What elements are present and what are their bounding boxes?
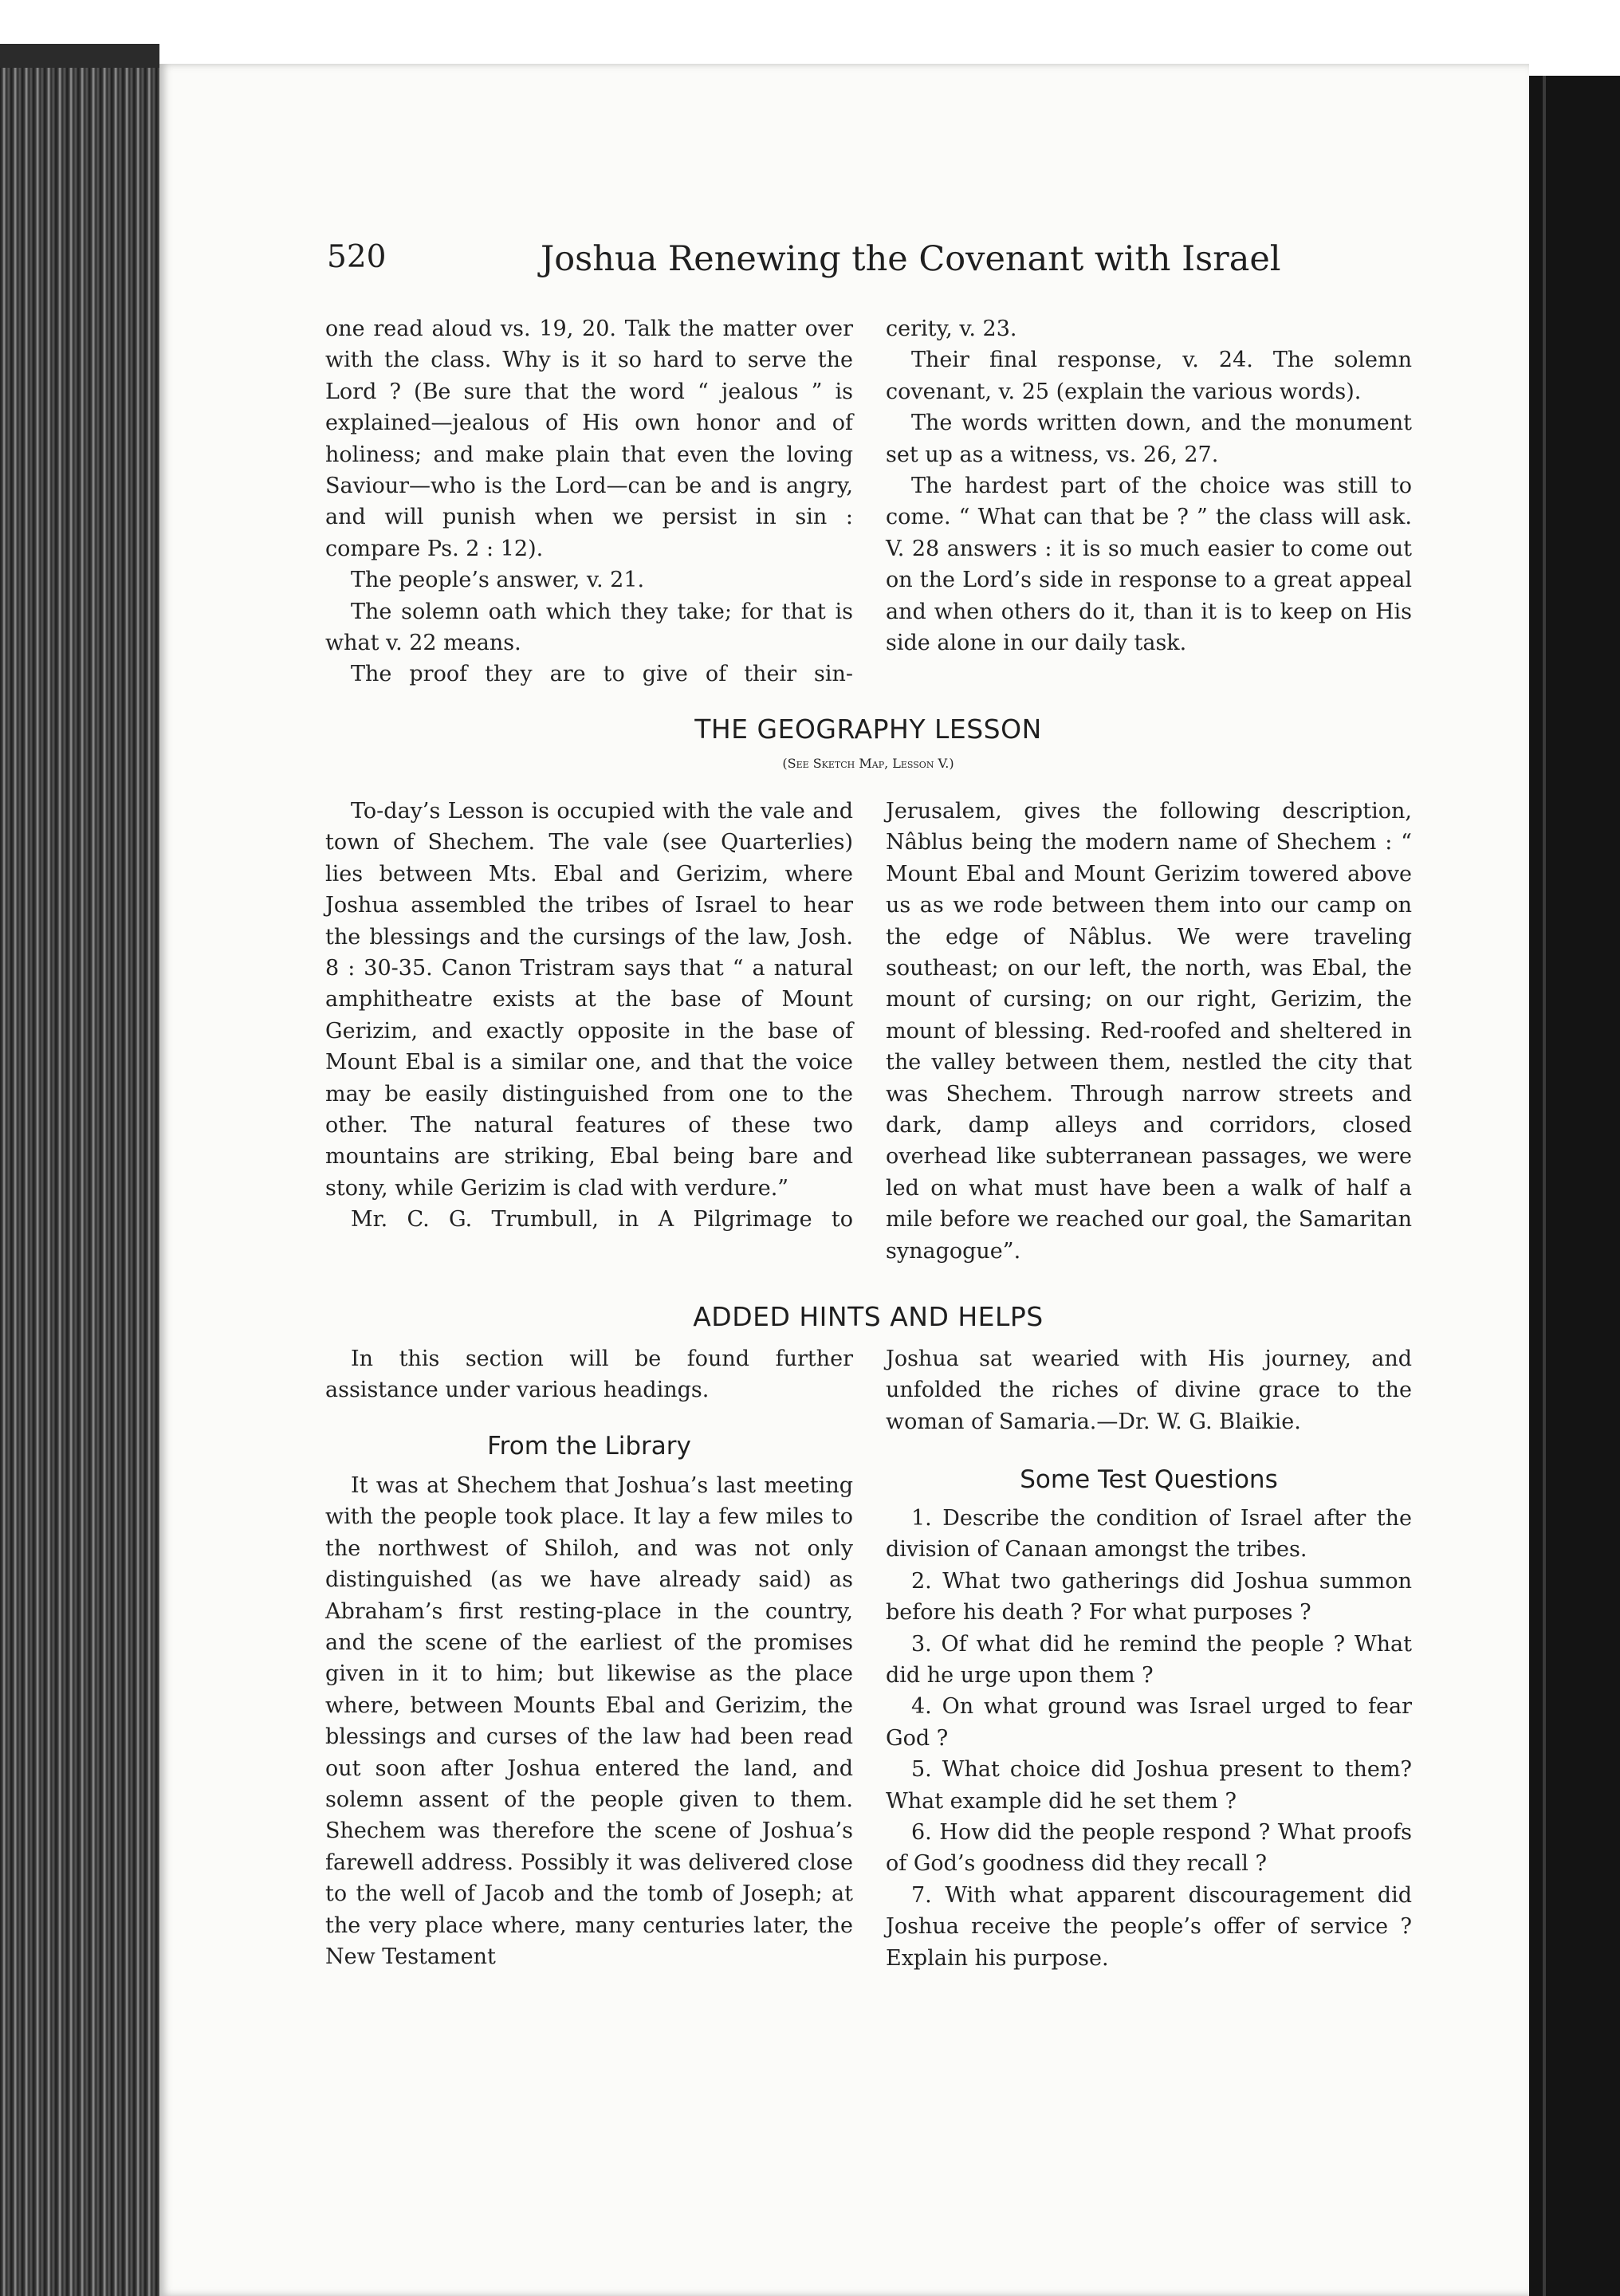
paragraph: The proof they are to give of their sin- xyxy=(351,662,853,687)
list-item: 6. How did the people respond ? What proofs of God’s goodness did they recall ? xyxy=(886,1820,1412,1877)
questions-list xyxy=(886,1503,1412,1974)
geography-subheading: (See Sketch Map, Lesson V.) xyxy=(782,756,954,771)
paragraph: The hardest part of the choice was still to come. “ What can that be ? ” the class will ask. V. 28 answers : it is so much easier to come out on the Lord’s side in response to a great appeal and when others do it, than it is to keep on His side alone in our daily task. xyxy=(886,474,1412,656)
book-page-edges-left xyxy=(0,44,159,2296)
book-facing-page-line xyxy=(1543,76,1546,2296)
paragraph: Mr. C. G. Trumbull, in A Pilgrimage to xyxy=(351,1207,853,1233)
paragraph: The solemn oath which they take; for that is what v. 22 means. xyxy=(325,599,853,656)
hints-left-column xyxy=(325,1343,853,1406)
paragraph: It was at Shechem that Joshua’s last meeting with the people took place. It lay a few miles to the northwest of Shiloh, and was not only distinguished (as we have already said) as Abraham’s first resting-place in the country, and the scene of the earliest of the promises given in it to him; but likewise as the place where, between Mounts Ebal and Gerizim, the blessings and curses of the law had been read out soon after Joshua entered the land, and solemn assent of the people given to them. Shechem was therefore the scene of Joshua’s farewell address. Possibly it was delivered close to the well of Jacob and the tomb of Joseph; at the very place where, many centuries later, the New Testament xyxy=(325,1473,853,1970)
list-item: 2. What two gatherings did Joshua summon before his death ? For what purposes ? xyxy=(886,1568,1412,1626)
paragraph: Joshua sat wearied with His journey, and unfolded the riches of divine grace to the woman of Samaria.—Dr. W. G. Blaikie. xyxy=(886,1347,1412,1434)
questions-heading: Some Test Questions xyxy=(1020,1465,1278,1494)
list-item: 7. With what apparent discouragement did Joshua receive the people’s offer of service ? Explain his purpose. xyxy=(886,1882,1412,1971)
block1-left-column xyxy=(325,313,853,690)
page-number: 520 xyxy=(327,239,387,275)
paragraph: Their final response, v. 24. The solemn covenant, v. 25 (explain the various words). xyxy=(886,348,1412,404)
geography-heading: THE GEOGRAPHY LESSON xyxy=(694,714,1042,745)
library-column xyxy=(325,1470,853,1973)
paragraph: The people’s answer, v. 21. xyxy=(351,568,645,593)
list-item: 5. What choice did Joshua present to them? What example did he set them ? xyxy=(886,1757,1412,1814)
paragraph: cerity, v. 23. xyxy=(886,316,1017,341)
paragraph: To-day’s Lesson is occupied with the vale and town of Shechem. The vale (see Quarterlies) lies between Mts. Ebal and Gerizim, where Joshua assembled the tribes of Israel to hear the blessings and the cursings of the law, Josh. 8 : 30-35. Canon Tristram says that “ a natural amphitheatre exists at the base of Mount Gerizim, and exactly opposite in the base of Mount Ebal is a similar one, and that the voice may be easily distinguished from one to the other. The natural features of these two mountains are striking, Ebal being bare and stony, while Gerizim is clad with verdure.” xyxy=(325,799,853,1201)
library-heading: From the Library xyxy=(487,1432,691,1461)
paragraph: Jerusalem, gives the following description, Nâblus being the modern name of Shechem : “ Mount Ebal and Mount Gerizim towered above us as we rode between them into our camp on the edge of Nâblus. We were traveling southeast; on our left, the north, was Ebal, the mount of cursing; on our right, Gerizim, the mount of blessing. Red-roofed and sheltered in the valley between them, nestled the city that was Shechem. Through narrow streets and dark, damp alleys and corridors, closed overhead like subterranean passages, we were led on what must have been a walk of half a mile before we reached our goal, the Samaritan synagogue”. xyxy=(886,799,1412,1264)
paragraph: one read aloud vs. 19, 20. Talk the matter over with the class. Why is it so hard to serve the Lord ? (Be sure that the word “ jealous ” is explained—jealous of His own honor and of holiness; and make plain that even the loving Saviour—who is the Lord—can be and is angry, and will punish when we persist in sin : compare Ps. 2 : 12). xyxy=(325,316,853,561)
running-title: Joshua Renewing the Covenant with Israel xyxy=(541,239,1281,279)
block1-right-column xyxy=(886,313,1412,659)
paragraph: In this section will be found further assistance under various headings. xyxy=(325,1347,853,1403)
geography-right-column xyxy=(886,796,1412,1267)
list-item: 4. On what ground was Israel urged to fear God ? xyxy=(886,1694,1412,1751)
geography-left-column xyxy=(325,796,853,1236)
hints-right-column xyxy=(886,1343,1412,1437)
hints-heading: ADDED HINTS AND HELPS xyxy=(693,1301,1044,1332)
paragraph: The words written down, and the monument set up as a witness, vs. 26, 27. xyxy=(886,411,1412,467)
page-header xyxy=(327,239,1427,287)
book-cover-edge xyxy=(0,44,159,68)
list-item: 3. Of what did he remind the people ? What did he urge upon them ? xyxy=(886,1631,1412,1689)
list-item: 1. Describe the condition of Israel after the division of Canaan amongst the tribes. xyxy=(886,1506,1412,1563)
